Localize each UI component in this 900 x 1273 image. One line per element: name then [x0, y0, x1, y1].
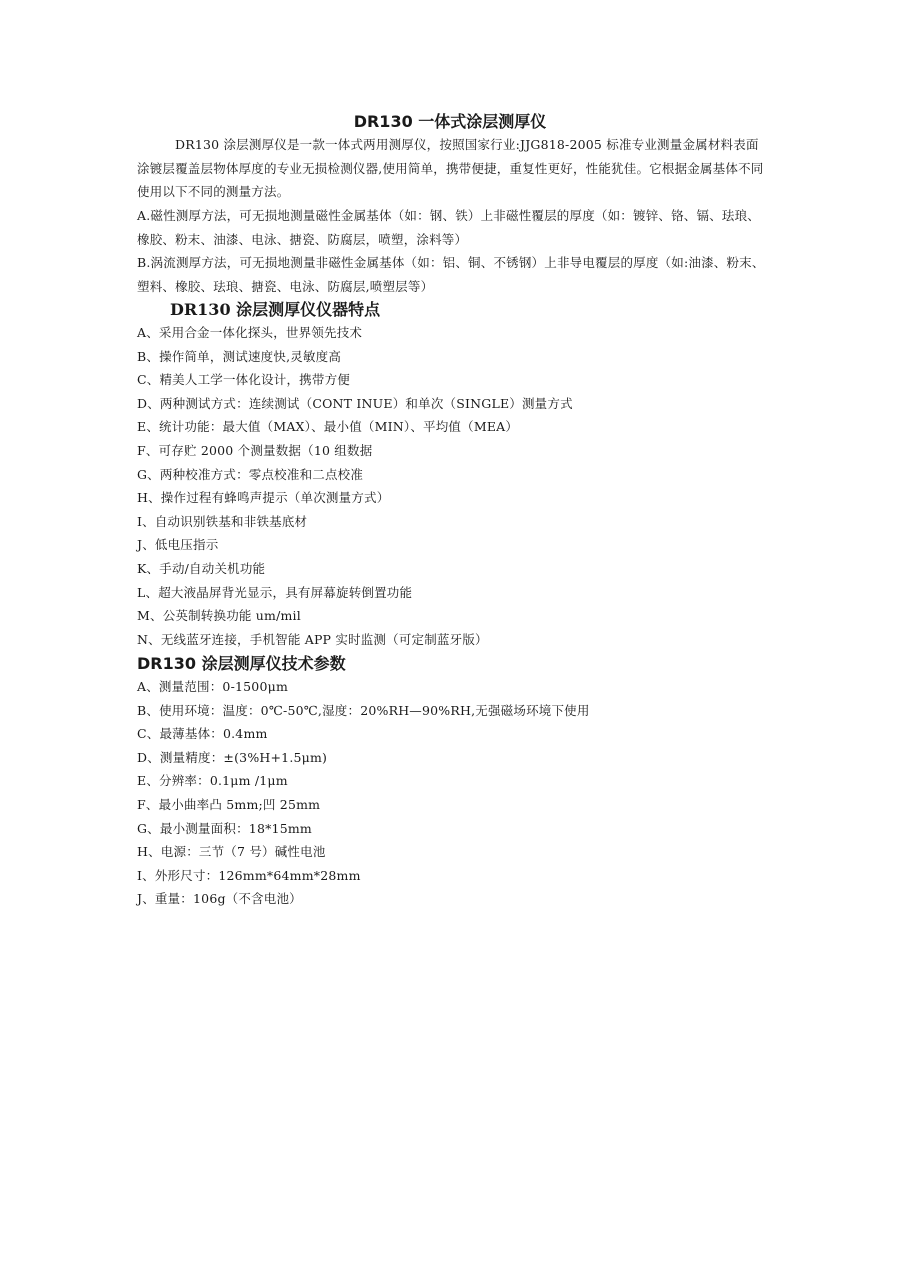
method-b-paragraph: B.涡流测厚方法，可无损地测量非磁性金属基体（如：铝、铜、不锈钢）上非导电覆层的厚度（如:油漆、粉末、塑料、橡胶、珐琅、搪瓷、电泳、防腐层,喷塑层等） — [137, 255, 765, 294]
features-heading: DR130 涂层测厚仪仪器特点 — [170, 300, 381, 319]
feature-item: B、操作简单，测试速度快,灵敏度高 — [137, 348, 342, 364]
spec-item: B、使用环境：温度：0℃-50℃,湿度：20%RH—90%RH,无强磁场环境下使用 — [137, 702, 590, 718]
feature-item: H、操作过程有蜂鸣声提示（单次测量方式） — [137, 490, 390, 506]
spec-item: G、最小测量面积：18*15mm — [137, 820, 312, 836]
method-a-paragraph: A.磁性测厚方法，可无损地测量磁性金属基体（如：钢、铁）上非磁性覆层的厚度（如：镀锌、铬、镉、珐琅、橡胶、粉末、油漆、电泳、搪瓷、防腐层，喷塑，涂料等） — [137, 208, 761, 247]
feature-item: G、两种校准方式：零点校准和二点校准 — [137, 466, 364, 482]
feature-item: E、统计功能：最大值（MAX）、最小值（MIN）、平均值（MEA） — [137, 419, 519, 435]
spec-item: F、最小曲率凸 5mm;凹 25mm — [137, 796, 321, 812]
specs-heading: DR130 涂层测厚仪技术参数 — [137, 654, 346, 673]
feature-item: M、公英制转换功能 um/mil — [137, 608, 301, 624]
feature-item: D、两种测试方式：连续测试（CONT INUE）和单次（SINGLE）测量方式 — [137, 395, 573, 411]
feature-item: F、可存贮 2000 个测量数据（10 组数据 — [137, 442, 373, 458]
feature-item: J、低电压指示 — [137, 537, 219, 553]
spec-item: H、电源：三节（7 号）碱性电池 — [137, 844, 326, 860]
spec-item: J、重量：106g（不含电池） — [137, 891, 302, 907]
feature-item: N、无线蓝牙连接，手机智能 APP 实时监测（可定制蓝牙版） — [137, 631, 488, 647]
features-list — [137, 321, 767, 651]
spec-item: C、最薄基体：0.4mm — [137, 726, 268, 742]
feature-item: C、精美人工学一体化设计，携带方便 — [137, 372, 350, 388]
feature-item: L、超大液晶屏背光显示，具有屏幕旋转倒置功能 — [137, 584, 413, 600]
document-title: DR130 一体式涂层测厚仪 — [353, 112, 547, 131]
spec-item: A、测量范围：0-1500μm — [137, 679, 288, 694]
feature-item: K、手动/自动关机功能 — [137, 560, 266, 576]
specs-list — [137, 675, 767, 911]
spec-item: E、分辨率：0.1μm /1μm — [137, 773, 288, 789]
intro-paragraph: DR130 涂层测厚仪是一款一体式两用测厚仪，按照国家行业:JJG818-2005 标准专业测量金属材料表面涂镀层覆盖层物体厚度的专业无损检测仪器,使用简单，携带便捷，重复性更好，性能犹佳。它根据金属基体不同使用以下不同的测量方法。 — [137, 137, 764, 200]
spec-item: I、外形尺寸：126mm*64mm*28mm — [137, 867, 361, 883]
feature-item: A、采用合金一体化探头，世界领先技术 — [137, 325, 363, 340]
spec-item: D、测量精度：±(3%H+1.5μm) — [137, 749, 328, 765]
feature-item: I、自动识别铁基和非铁基底材 — [137, 513, 308, 529]
